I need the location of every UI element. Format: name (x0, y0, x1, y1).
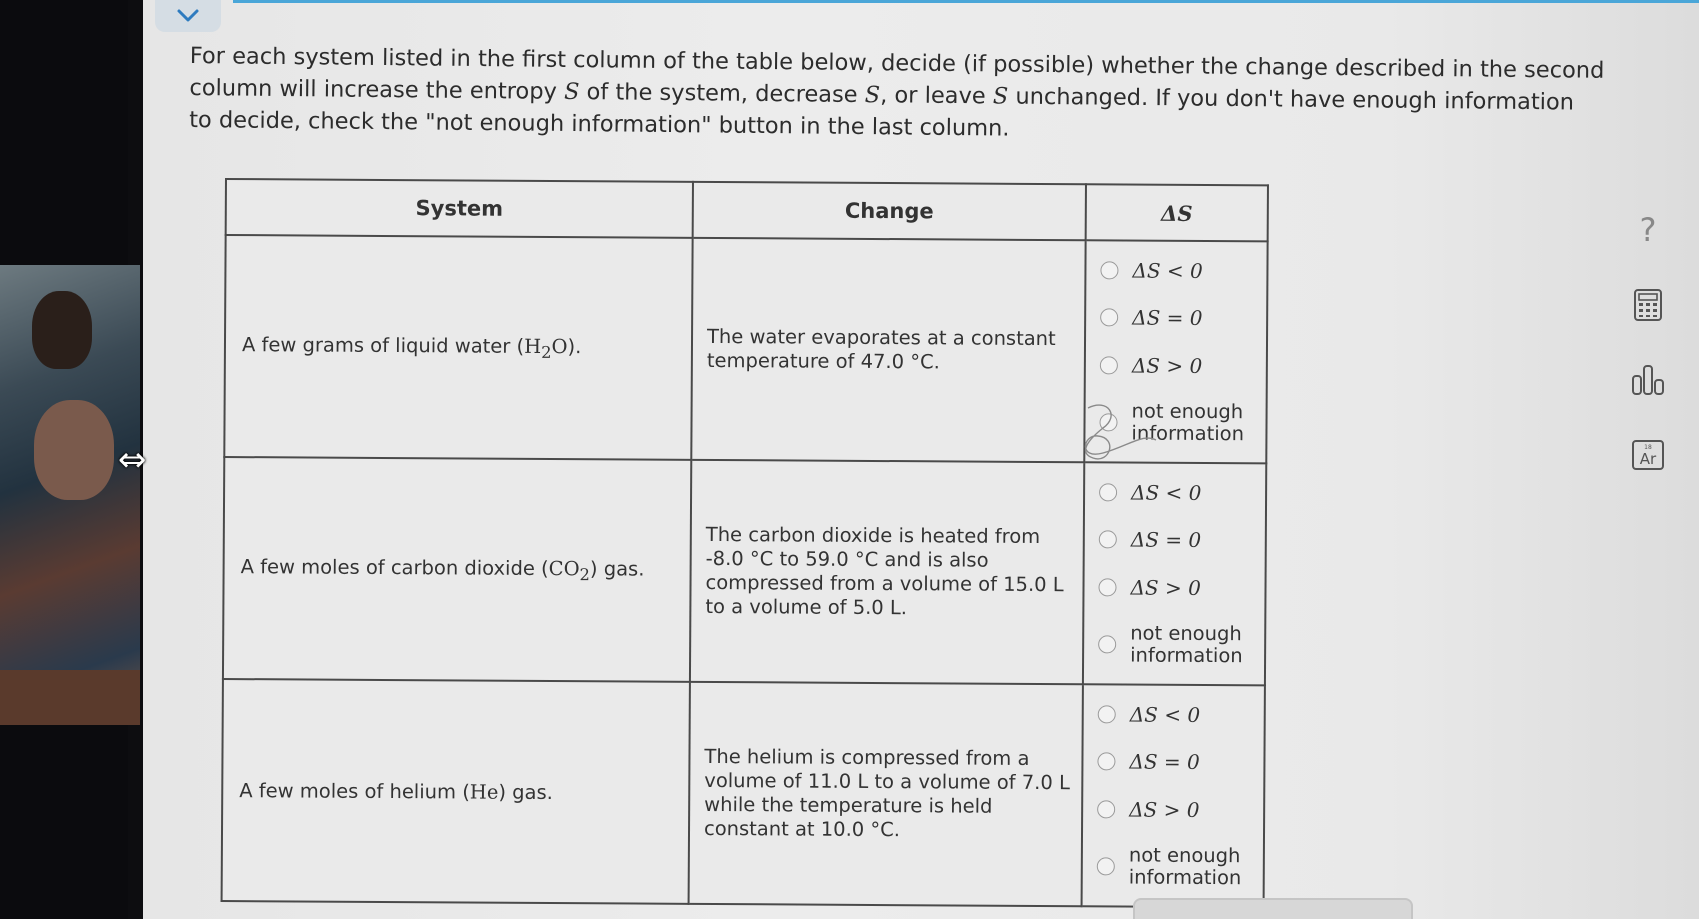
radio-button[interactable] (1100, 356, 1118, 374)
option-not-enough-information[interactable] (1097, 845, 1263, 890)
radio-button[interactable] (1097, 753, 1115, 771)
formula: H (524, 334, 542, 358)
radio-button[interactable] (1100, 261, 1118, 279)
entropy-table (221, 178, 1269, 908)
chevron-down-icon (176, 8, 200, 24)
radio-group (1083, 686, 1264, 905)
option-delta-s-zero[interactable] (1097, 750, 1263, 775)
calculator-icon[interactable] (1628, 285, 1668, 325)
radio-button[interactable] (1098, 578, 1116, 596)
instructions-line-2-part: , or leave (880, 82, 993, 110)
system-text: ) gas. (498, 780, 553, 804)
system-text: A few grams of liquid water ( (241, 332, 525, 358)
header-change: Change (693, 182, 1086, 240)
calculator-glyph (1633, 288, 1663, 322)
formula: CO (548, 556, 580, 580)
instructions-line-3: to decide, check the "not enough information" button in the last column. (189, 106, 1010, 142)
option-label-line: information (1128, 865, 1242, 890)
bottom-action-button[interactable] (1133, 898, 1413, 919)
option-label (1130, 623, 1243, 668)
option-label: ΔS > 0 (1131, 353, 1203, 378)
system-text: ). (567, 334, 582, 358)
option-label: ΔS < 0 (1129, 702, 1201, 727)
entropy-table-container (221, 178, 1269, 908)
data-chart-icon[interactable] (1628, 360, 1668, 400)
pen-scribble-mark (1058, 398, 1168, 478)
radio-button[interactable] (1097, 858, 1115, 876)
entropy-symbol: S (992, 83, 1009, 110)
option-label-line: information (1130, 643, 1243, 668)
periodic-number: 18 (1644, 444, 1652, 451)
collapse-button[interactable] (155, 0, 221, 32)
instructions-line-2-part: of the system, decrease (579, 79, 865, 109)
option-label-line: not enough (1131, 399, 1244, 424)
radio-button[interactable] (1099, 531, 1117, 549)
option-label-line: not enough (1130, 621, 1242, 646)
option-label: ΔS < 0 (1131, 480, 1202, 505)
option-label: ΔS = 0 (1132, 305, 1203, 331)
periodic-label: Ar (1639, 450, 1657, 468)
option-not-enough-information[interactable] (1098, 623, 1264, 668)
radio-button[interactable] (1099, 483, 1117, 501)
delta-s-cell (1082, 684, 1265, 907)
option-label: ΔS < 0 (1132, 258, 1203, 283)
option-delta-s-zero[interactable] (1099, 528, 1265, 553)
change-cell: The helium is compressed from a volume of 11.0 L to a volume of 7.0 L while the temperature is held constant at 10.0 °C. (689, 682, 1083, 906)
periodic-table-icon[interactable] (1628, 435, 1668, 475)
entropy-symbol: S (864, 82, 881, 109)
system-text: A few moles of helium ( (239, 778, 470, 804)
change-cell: The carbon dioxide is heated from -8.0 °C to 59.0 °C and is also compressed from a volume of 15.0 L to a volume of 5.0 L. (690, 460, 1084, 684)
option-label: ΔS > 0 (1130, 575, 1201, 600)
delta-s-cell (1083, 462, 1266, 685)
option-label: ΔS = 0 (1130, 527, 1202, 553)
table-row (222, 679, 1265, 907)
progress-top-bar (233, 0, 1699, 3)
table-row (223, 457, 1266, 685)
instructions-line-2-part: unchanged. If you don't have enough information (1008, 83, 1575, 116)
change-cell: The water evaporates at a constant temperature of 47.0 °C. (691, 238, 1085, 462)
radio-button[interactable] (1098, 636, 1116, 654)
option-label-line: not enough (1128, 843, 1241, 868)
option-delta-s-negative[interactable] (1099, 480, 1265, 505)
formula: O (551, 334, 568, 358)
instructions-line-1: For each system listed in the first column of the table below, decide (if possible) whether the change described in the second (189, 42, 1605, 84)
resize-arrow-icon[interactable]: ⇔ (118, 440, 147, 480)
option-label (1129, 845, 1242, 890)
entropy-symbol: S (563, 78, 580, 106)
person-silhouette-2 (34, 400, 114, 500)
table-surface (0, 670, 140, 725)
option-label: ΔS = 0 (1129, 749, 1200, 775)
help-icon[interactable]: ? (1639, 211, 1657, 249)
radio-button[interactable] (1100, 309, 1118, 327)
option-delta-s-zero[interactable] (1100, 306, 1266, 331)
option-delta-s-negative[interactable] (1098, 702, 1264, 727)
option-delta-s-positive[interactable] (1100, 353, 1266, 378)
bar-chart-glyph (1631, 364, 1665, 396)
periodic-glyph (1631, 439, 1665, 471)
formula-subscript: 2 (579, 564, 590, 584)
formula: He (469, 780, 499, 804)
radio-group (1084, 464, 1265, 683)
option-delta-s-positive[interactable] (1098, 575, 1264, 600)
instructions-text (189, 40, 1630, 151)
system-cell (222, 679, 690, 904)
video-thumbnail[interactable] (0, 265, 140, 725)
assignment-page (143, 0, 1699, 919)
instructions-line-2-part: column will increase the entropy (189, 74, 565, 105)
formula-subscript: 2 (541, 342, 552, 362)
system-cell (223, 457, 691, 682)
system-text: A few moles of carbon dioxide ( (240, 554, 549, 580)
header-system: System (226, 179, 693, 238)
person-silhouette-1 (32, 291, 92, 369)
option-label: ΔS > 0 (1129, 797, 1200, 822)
system-cell (224, 235, 692, 460)
radio-button[interactable] (1097, 800, 1115, 818)
header-delta-s: ΔS (1086, 184, 1268, 241)
radio-button[interactable] (1098, 705, 1116, 723)
system-text: ) gas. (589, 556, 645, 581)
table-header-row (226, 179, 1268, 241)
option-delta-s-negative[interactable] (1100, 258, 1266, 283)
option-label-line: information (1131, 421, 1245, 446)
option-delta-s-positive[interactable] (1097, 797, 1263, 822)
